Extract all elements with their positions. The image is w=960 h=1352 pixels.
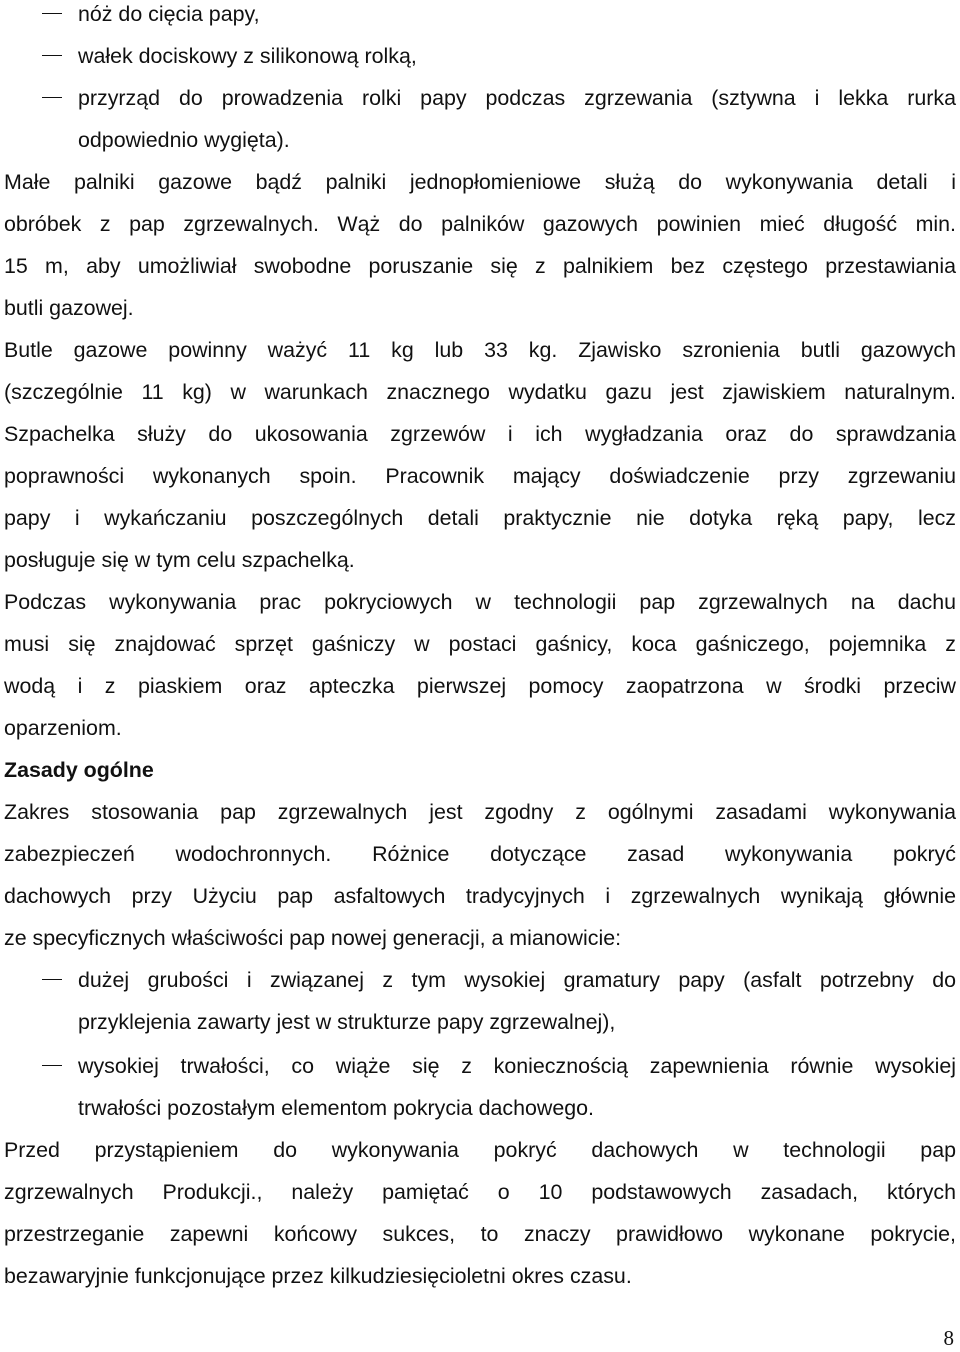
- list-item-text: przyklejenia zawarty jest w strukturze papy zgrzewalnej),: [78, 1010, 616, 1034]
- text-line: obróbek z pap zgrzewalnych. Wąż do palników gazowych powinien mieć długość min.: [4, 212, 956, 236]
- text-line: oparzeniom.: [4, 716, 122, 740]
- dash-bullet-icon: [42, 55, 62, 56]
- text-line: zabezpieczeń wodochronnych. Różnice dotyczące zasad wykonywania pokryć: [4, 842, 956, 866]
- list-item-text: trwałości pozostałym elementom pokrycia dachowego.: [78, 1096, 594, 1120]
- text-line: 15 m, aby umożliwiał swobodne poruszanie się z palnikiem bez częstego przestawiania: [4, 254, 956, 278]
- dash-bullet-icon: [42, 1065, 62, 1066]
- list-item-text: wysokiej trwałości, co wiąże się z koniecznością zapewnienia równie wysokiej: [78, 1054, 956, 1078]
- paragraph-fire-equipment: [4, 588, 956, 742]
- text-line: Szpachelka służy do ukosowania zgrzewów i ich wygładzania oraz do sprawdzania: [4, 422, 956, 446]
- text-line: posługuje się w tym celu szpachelką.: [4, 548, 355, 572]
- text-line: Małe palniki gazowe bądź palniki jednopłomieniowe służą do wykonywania detali i: [4, 170, 956, 194]
- text-line: (szczególnie 11 kg) w warunkach znacznego wydatku gazu jest zjawiskiem naturalnym.: [4, 380, 956, 404]
- paragraph-burners: [4, 168, 956, 322]
- text-line: butli gazowej.: [4, 296, 134, 320]
- page-number: 8: [943, 1326, 954, 1350]
- list-item-text: wałek dociskowy z silikonową rolką,: [78, 44, 417, 68]
- dash-bullet-icon: [42, 979, 62, 980]
- text-line: poprawności wykonanych spoin. Pracownik mający doświadczenie przy zgrzewaniu: [4, 464, 956, 488]
- text-line: musi się znajdować sprzęt gaśniczy w postaci gaśnicy, koca gaśniczego, pojemnika z: [4, 632, 956, 656]
- list-item-text: przyrząd do prowadzenia rolki papy podczas zgrzewania (sztywna i lekka rurka: [78, 86, 956, 110]
- heading-general-rules: Zasady ogólne: [4, 758, 154, 782]
- text-line: dachowych przy Użyciu pap asfaltowych tradycyjnych i zgrzewalnych wynikają głównie: [4, 884, 956, 908]
- paragraph-gas-bottles: [4, 336, 956, 574]
- text-line: Podczas wykonywania prac pokryciowych w technologii pap zgrzewalnych na dachu: [4, 590, 956, 614]
- paragraph-before-start: [4, 1136, 956, 1290]
- text-line: ze specyficznych właściwości pap nowej generacji, a mianowicie:: [4, 926, 622, 950]
- text-line: przestrzeganie zapewni końcowy sukces, to znaczy prawidłowo wykonane pokrycie,: [4, 1222, 956, 1246]
- dash-bullet-icon: [42, 97, 62, 98]
- list-item-text: dużej grubości i związanej z tym wysokiej gramatury papy (asfalt potrzebny do: [78, 968, 956, 992]
- text-line: wodą i z piaskiem oraz apteczka pierwszej pomocy zaopatrzona w środki przeciw: [4, 674, 956, 698]
- list-item-text: odpowiednio wygięta).: [78, 128, 290, 152]
- section-heading: [4, 756, 956, 784]
- text-line: Butle gazowe powinny ważyć 11 kg lub 33 kg. Zjawisko szronienia butli gazowych: [4, 338, 956, 362]
- text-line: zgrzewalnych Produkcji., należy pamiętać o 10 podstawowych zasadach, których: [4, 1180, 956, 1204]
- text-line: Zakres stosowania pap zgrzewalnych jest zgodny z ogólnymi zasadami wykonywania: [4, 800, 956, 824]
- text-line: Przed przystąpieniem do wykonywania pokryć dachowych w technologii pap: [4, 1138, 956, 1162]
- list-item-text: nóż do cięcia papy,: [78, 2, 260, 26]
- dash-bullet-icon: [42, 13, 62, 14]
- text-line: papy i wykańczaniu poszczególnych detali praktycznie nie dotyka ręką papy, lecz: [4, 506, 956, 530]
- paragraph-scope: [4, 798, 956, 952]
- text-line: bezawaryjnie funkcjonujące przez kilkudziesięcioletni okres czasu.: [4, 1264, 632, 1288]
